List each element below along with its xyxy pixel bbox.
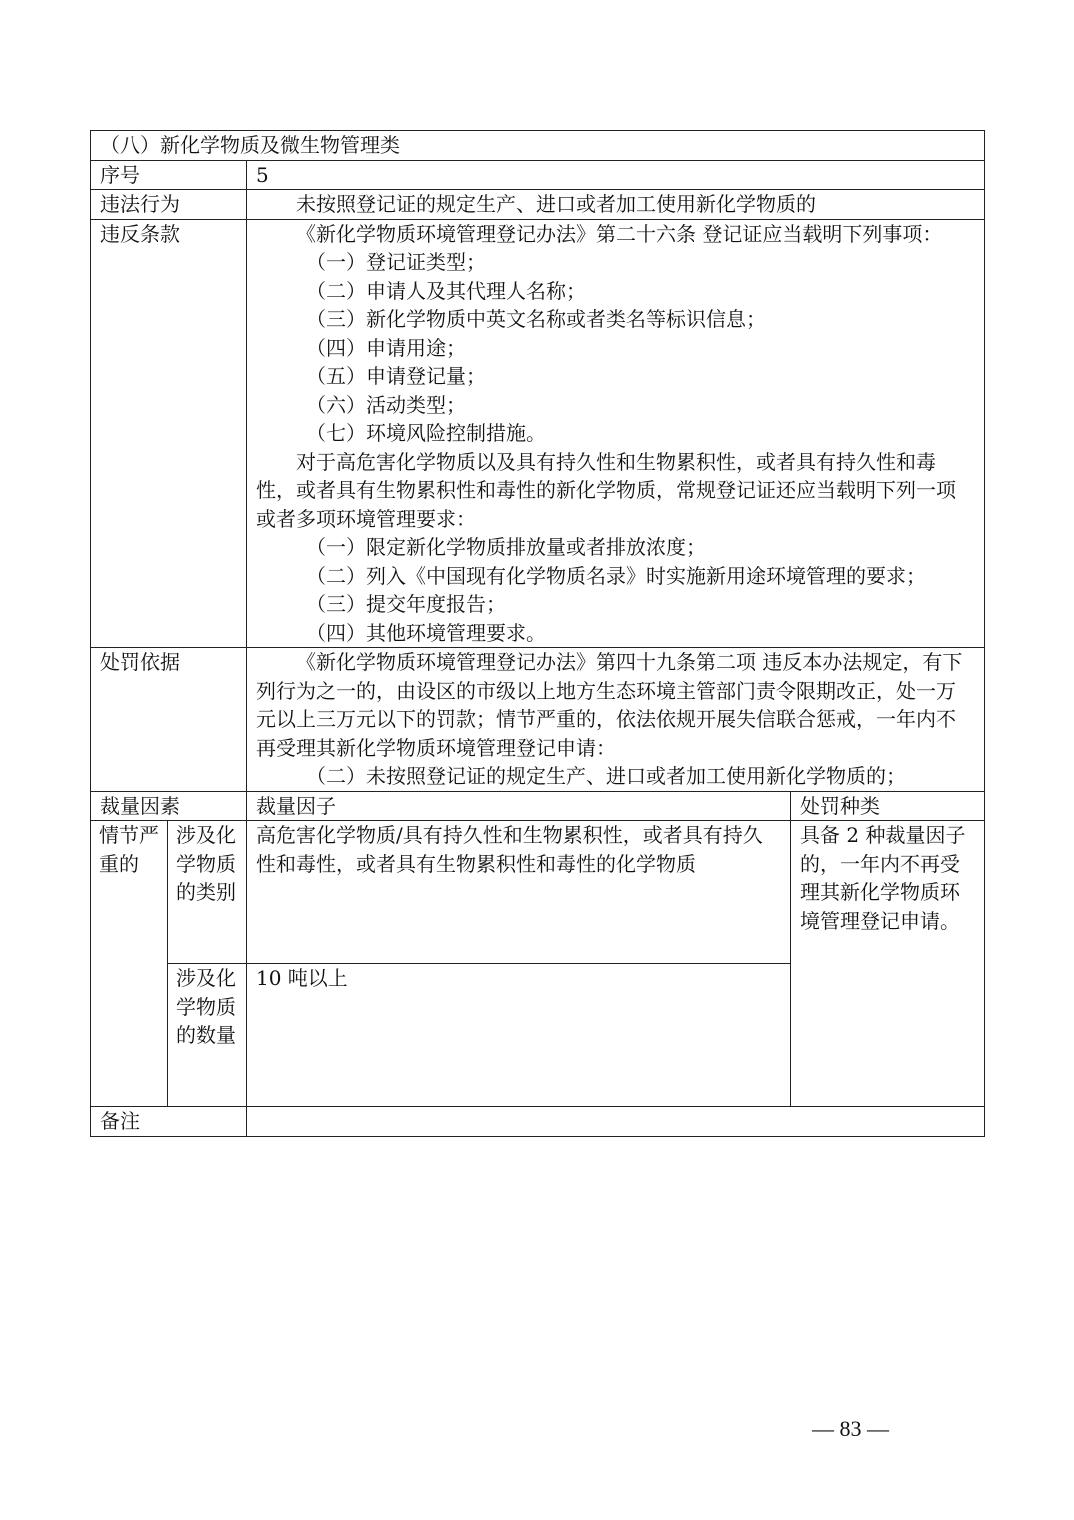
clause-item: （一）登记证类型； — [306, 250, 486, 274]
clause-paragraph: 对于高危害化学物质以及具有持久性和生物累积性，或者具有持久性和毒性，或者具有生物累积性和毒性的新化学物质，常规登记证还应当载明下列一项或者多项环境管理要求： — [256, 449, 956, 531]
factor-quantity: 涉及化学物质的数量 — [168, 964, 247, 1107]
penalty-basis-label: 处罚依据 — [91, 648, 247, 792]
penalty-type: 具备 2 种裁量因子的，一年内不再受理其新化学物质环境管理登记申请。 — [791, 821, 985, 1107]
factor-category-detail: 高危害化学物质/具有持久性和生物累积性，或者具有持久性和毒性，或者具有生物累积性和毒性的化学物质 — [247, 821, 791, 964]
page-number: — 83 — — [812, 1416, 889, 1441]
remarks-label: 备注 — [91, 1107, 247, 1137]
clause-item: （三）提交年度报告； — [306, 592, 506, 616]
violated-clause-label: 违反条款 — [91, 219, 247, 648]
section-title: （八）新化学物质及微生物管理类 — [91, 131, 985, 161]
discretion-factor-label: 裁量因素 — [91, 791, 247, 821]
violation-text: 未按照登记证的规定生产、进口或者加工使用新化学物质的 — [247, 190, 985, 220]
regulation-table — [90, 130, 985, 1137]
remarks-value — [247, 1107, 985, 1137]
violated-clause-content — [247, 219, 985, 648]
serial-label: 序号 — [91, 160, 247, 190]
clause-item: （一）限定新化学物质排放量或者排放浓度； — [306, 535, 706, 559]
clause-item: （四）其他环境管理要求。 — [306, 620, 546, 645]
clause-item: （六）活动类型； — [306, 392, 466, 417]
clause-item: （四）申请用途； — [306, 335, 466, 360]
serial-value: 5 — [247, 160, 985, 190]
factor-category: 涉及化学物质的类别 — [168, 821, 247, 964]
clause-item: （七）环境风险控制措施。 — [306, 421, 546, 445]
clause-item: （三）新化学物质中英文名称或者类名等标识信息； — [306, 307, 766, 331]
discretion-sub-factor-label: 裁量因子 — [247, 791, 791, 821]
factor-quantity-detail: 10 吨以上 — [247, 964, 791, 1107]
penalty-basis-text: 《新化学物质环境管理登记办法》第四十九条第二项 违反本办法规定，有下列行为之一的，由设区的市级以上地方生态环境主管部门责令限期改正，处一万元以上三万元以下的罚款；情节严重的，依法依规开展失信联合惩戒，一年内不再受理其新化学物质环境管理登记申请： — [256, 650, 963, 760]
clause-item: （五）申请登记量； — [306, 364, 486, 388]
clause-item: （二）列入《中国现有化学物质名录》时实施新用途环境管理的要求； — [306, 563, 926, 588]
clause-item: （二）申请人及其代理人名称； — [306, 278, 586, 303]
violation-label: 违法行为 — [91, 190, 247, 220]
penalty-basis-item: （二）未按照登记证的规定生产、进口或者加工使用新化学物质的； — [306, 764, 906, 788]
penalty-basis-content — [247, 648, 985, 792]
severity-label: 情节严重的 — [91, 821, 168, 1107]
penalty-type-label: 处罚种类 — [791, 791, 985, 821]
clause-intro: 《新化学物质环境管理登记办法》第二十六条 登记证应当载明下列事项： — [296, 221, 943, 246]
